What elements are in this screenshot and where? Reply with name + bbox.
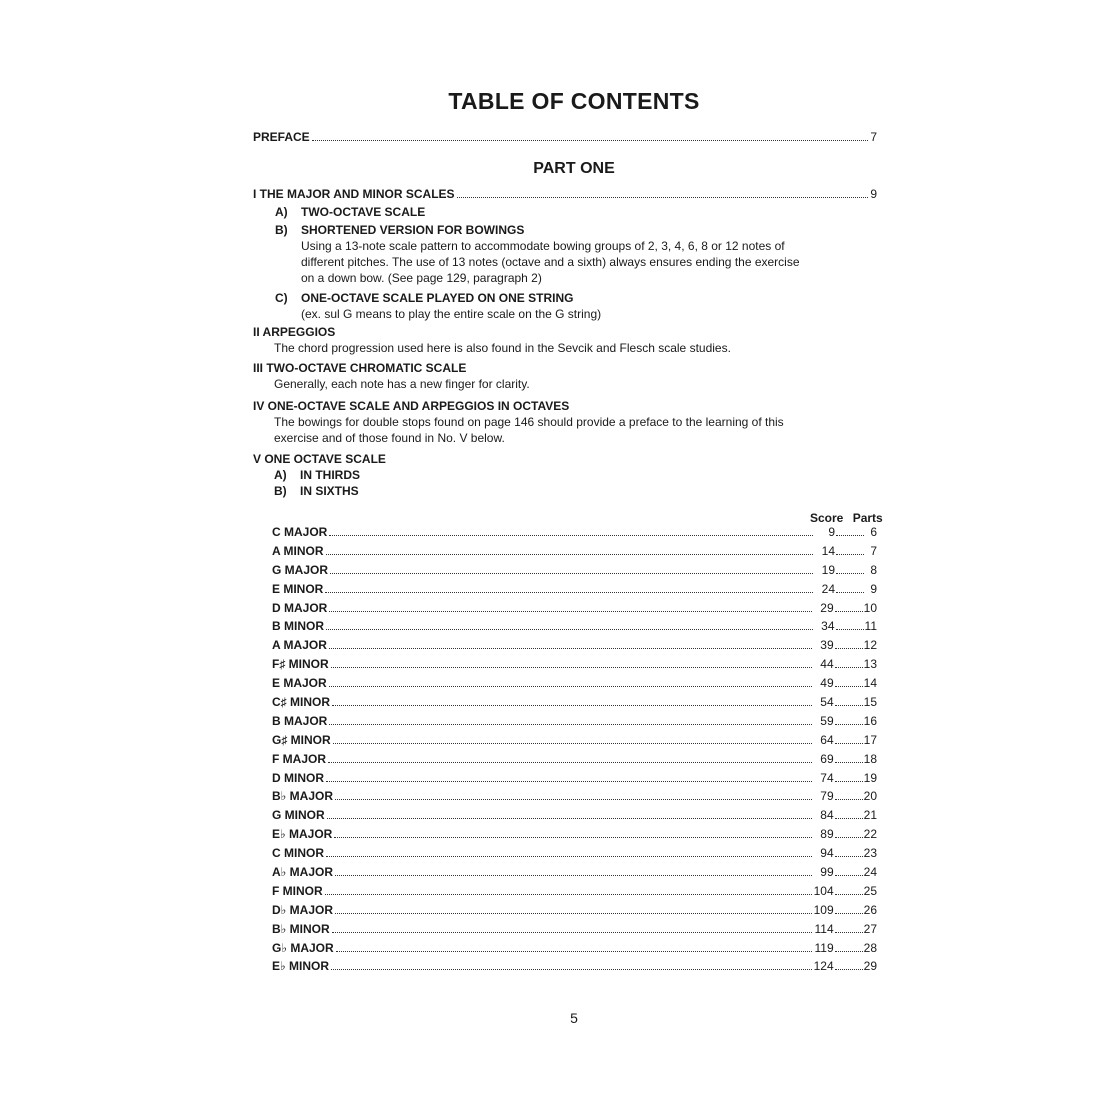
key-name: E♭ MAJOR bbox=[272, 827, 333, 842]
score-page: 99 bbox=[820, 865, 834, 880]
key-row bbox=[272, 695, 877, 714]
dot-leader bbox=[329, 686, 812, 687]
preface-page: 7 bbox=[870, 130, 877, 144]
dot-leader bbox=[312, 139, 869, 141]
dot-leader bbox=[835, 781, 863, 782]
key-row bbox=[272, 525, 877, 544]
subitem-label: IN SIXTHS bbox=[300, 484, 359, 498]
key-name: G MAJOR bbox=[272, 562, 329, 577]
section-3-label: III TWO-OCTAVE CHROMATIC SCALE bbox=[253, 361, 467, 375]
section-4-description: exercise and of those found in No. V below. bbox=[274, 431, 505, 445]
section-3-description: Generally, each note has a new finger for clarity. bbox=[274, 377, 530, 391]
parts-page: 7 bbox=[870, 543, 877, 558]
key-name: C MINOR bbox=[272, 846, 324, 861]
key-row bbox=[272, 903, 877, 922]
column-headers bbox=[810, 511, 883, 525]
parts-page: 12 bbox=[863, 638, 877, 653]
parts-page: 29 bbox=[863, 959, 877, 974]
parts-page: 25 bbox=[863, 883, 877, 898]
section-2-label: II ARPEGGIOS bbox=[253, 325, 336, 339]
parts-page: 20 bbox=[863, 789, 877, 804]
key-row bbox=[272, 601, 877, 620]
dot-leader bbox=[325, 592, 813, 593]
dot-leader bbox=[835, 743, 863, 744]
dot-leader bbox=[835, 913, 863, 914]
subitem-letter: C) bbox=[275, 291, 288, 305]
score-page: 89 bbox=[820, 827, 834, 842]
section-4-description: The bowings for double stops found on page 146 should provide a preface to the learning of this bbox=[274, 415, 784, 429]
section-5-label: V ONE OCTAVE SCALE bbox=[253, 452, 386, 466]
subitem-description: (ex. sul G means to play the entire scale on the G string) bbox=[301, 307, 602, 321]
score-page: 54 bbox=[820, 695, 834, 710]
key-name: D MINOR bbox=[272, 770, 324, 785]
key-name: C♯ MINOR bbox=[272, 695, 330, 710]
subitem-description: Using a 13-note scale pattern to accommodate bowing groups of 2, 3, 4, 6, 8 or 12 notes of bbox=[301, 239, 785, 253]
dot-leader bbox=[835, 894, 863, 895]
parts-page: 19 bbox=[863, 770, 877, 785]
dot-leader bbox=[336, 951, 812, 952]
key-name: G♯ MINOR bbox=[272, 732, 331, 747]
parts-page: 13 bbox=[863, 657, 877, 672]
key-row bbox=[272, 563, 877, 582]
score-page: 69 bbox=[820, 751, 834, 766]
subitem-letter: A) bbox=[275, 205, 288, 219]
key-name: A MAJOR bbox=[272, 638, 327, 653]
key-row bbox=[272, 733, 877, 752]
key-row bbox=[272, 827, 877, 846]
section-1-label: I THE MAJOR AND MINOR SCALES bbox=[253, 187, 455, 201]
score-page: 124 bbox=[813, 959, 834, 974]
key-name: G♭ MAJOR bbox=[272, 940, 334, 955]
score-page: 64 bbox=[820, 732, 834, 747]
parts-page: 14 bbox=[863, 676, 877, 691]
key-row bbox=[272, 959, 877, 978]
parts-page: 11 bbox=[864, 619, 877, 634]
dot-leader bbox=[335, 913, 812, 914]
dot-leader bbox=[835, 818, 863, 819]
parts-page: 6 bbox=[870, 525, 877, 539]
score-page: 39 bbox=[820, 638, 834, 653]
dot-leader bbox=[835, 705, 863, 706]
key-row bbox=[272, 544, 877, 563]
dot-leader bbox=[329, 648, 812, 649]
key-row bbox=[272, 638, 877, 657]
parts-page: 26 bbox=[863, 902, 877, 917]
dot-leader bbox=[329, 611, 811, 612]
parts-page: 18 bbox=[863, 751, 877, 766]
dot-leader bbox=[334, 837, 811, 838]
dot-leader bbox=[835, 611, 863, 612]
score-page: 74 bbox=[820, 770, 834, 785]
key-row bbox=[272, 714, 877, 733]
key-row bbox=[272, 884, 877, 903]
dot-leader bbox=[835, 875, 863, 876]
dot-leader bbox=[835, 932, 863, 933]
dot-leader bbox=[329, 535, 813, 536]
parts-page: 27 bbox=[863, 921, 877, 936]
dot-leader bbox=[326, 554, 813, 555]
section-4 bbox=[253, 398, 853, 446]
key-row bbox=[272, 676, 877, 695]
key-list bbox=[272, 525, 877, 978]
key-name: A♭ MAJOR bbox=[272, 865, 333, 880]
subitem-label: IN THIRDS bbox=[300, 468, 360, 482]
parts-page: 23 bbox=[863, 846, 877, 861]
parts-page: 21 bbox=[863, 808, 877, 823]
parts-page: 22 bbox=[863, 827, 877, 842]
section-1-page: 9 bbox=[870, 187, 877, 201]
dot-leader bbox=[835, 856, 863, 857]
key-name: F♯ MINOR bbox=[272, 657, 329, 672]
dot-leader bbox=[331, 667, 812, 668]
key-row bbox=[272, 808, 877, 827]
preface-entry bbox=[253, 129, 877, 145]
score-page: 34 bbox=[821, 619, 835, 634]
score-page: 59 bbox=[820, 713, 834, 728]
dot-leader bbox=[332, 932, 812, 933]
dot-leader bbox=[331, 969, 812, 970]
key-name: B MAJOR bbox=[272, 713, 328, 728]
dot-leader bbox=[835, 648, 863, 649]
parts-page: 16 bbox=[863, 713, 877, 728]
dot-leader bbox=[835, 667, 863, 668]
key-name: E MINOR bbox=[272, 581, 324, 596]
dot-leader bbox=[835, 951, 863, 952]
dot-leader bbox=[836, 592, 864, 593]
section-3 bbox=[253, 360, 853, 392]
dot-leader bbox=[835, 837, 863, 838]
dot-leader bbox=[836, 554, 864, 555]
preface-label: PREFACE bbox=[253, 130, 310, 144]
dot-leader bbox=[836, 629, 864, 630]
parts-page: 8 bbox=[870, 562, 877, 577]
dot-leader bbox=[333, 743, 812, 744]
parts-page: 9 bbox=[870, 581, 877, 596]
score-page: 114 bbox=[814, 921, 834, 936]
key-row bbox=[272, 789, 877, 808]
section-2 bbox=[253, 324, 853, 356]
key-name: A MINOR bbox=[272, 543, 324, 558]
key-row bbox=[272, 619, 877, 638]
dot-leader bbox=[326, 781, 812, 782]
dot-leader bbox=[326, 629, 813, 630]
page-title: TABLE OF CONTENTS bbox=[448, 88, 700, 114]
parts-page: 28 bbox=[863, 940, 877, 955]
score-page: 19 bbox=[821, 562, 835, 577]
section-1-entry bbox=[253, 186, 877, 202]
score-page: 109 bbox=[813, 902, 834, 917]
dot-leader bbox=[325, 894, 812, 895]
subitem-c bbox=[275, 290, 855, 322]
score-page: 29 bbox=[820, 600, 834, 615]
score-page: 104 bbox=[813, 883, 834, 898]
dot-leader bbox=[835, 724, 863, 725]
subitem-b bbox=[253, 483, 853, 499]
key-name: G MINOR bbox=[272, 808, 325, 823]
key-row bbox=[272, 752, 877, 771]
key-name: B♭ MINOR bbox=[272, 921, 330, 936]
section-4-label: IV ONE-OCTAVE SCALE AND ARPEGGIOS IN OCTAVES bbox=[253, 399, 570, 413]
score-page: 24 bbox=[821, 581, 835, 596]
key-name: B MINOR bbox=[272, 619, 324, 634]
dot-leader bbox=[835, 799, 863, 800]
subitem-label: TWO-OCTAVE SCALE bbox=[301, 205, 426, 219]
parts-column-header: Parts bbox=[852, 511, 883, 525]
score-page: 9 bbox=[828, 525, 835, 539]
subitem-label: SHORTENED VERSION FOR BOWINGS bbox=[301, 223, 525, 237]
key-name: F MAJOR bbox=[272, 751, 326, 766]
subitem-letter: A) bbox=[274, 468, 287, 482]
page-number: 5 bbox=[570, 1010, 578, 1026]
subitem-b bbox=[275, 222, 855, 286]
section-2-description: The chord progression used here is also found in the Sevcik and Flesch scale studies. bbox=[274, 341, 731, 355]
parts-page: 24 bbox=[863, 865, 877, 880]
dot-leader bbox=[835, 762, 863, 763]
score-page: 44 bbox=[820, 657, 834, 672]
key-name: B♭ MAJOR bbox=[272, 789, 333, 804]
key-row bbox=[272, 657, 877, 676]
dot-leader bbox=[335, 799, 812, 800]
subitem-a bbox=[253, 467, 853, 483]
dot-leader bbox=[326, 856, 812, 857]
dot-leader bbox=[327, 818, 812, 819]
dot-leader bbox=[835, 969, 863, 970]
subitem-a bbox=[275, 204, 855, 220]
key-name: E MAJOR bbox=[272, 676, 327, 691]
subitem-description: on a down bow. (See page 129, paragraph 2) bbox=[301, 271, 542, 285]
dot-leader bbox=[836, 535, 864, 536]
section-5 bbox=[253, 451, 853, 499]
dot-leader bbox=[457, 196, 869, 198]
score-page: 94 bbox=[820, 846, 834, 861]
part-heading: PART ONE bbox=[533, 160, 615, 177]
key-name: F MINOR bbox=[272, 883, 323, 898]
dot-leader bbox=[329, 724, 811, 725]
dot-leader bbox=[835, 686, 863, 687]
key-row bbox=[272, 846, 877, 865]
score-page: 79 bbox=[820, 789, 834, 804]
dot-leader bbox=[330, 573, 813, 574]
parts-page: 10 bbox=[863, 600, 877, 615]
dot-leader bbox=[328, 762, 812, 763]
score-page: 14 bbox=[821, 543, 835, 558]
dot-leader bbox=[332, 705, 812, 706]
key-name: D MAJOR bbox=[272, 600, 328, 615]
subitem-letter: B) bbox=[274, 484, 287, 498]
score-column-header: Score bbox=[810, 511, 844, 525]
dot-leader bbox=[836, 573, 864, 574]
subitem-letter: B) bbox=[275, 223, 288, 237]
key-row bbox=[272, 771, 877, 790]
parts-page: 15 bbox=[863, 695, 877, 710]
key-name: C MAJOR bbox=[272, 525, 328, 539]
key-name: E♭ MINOR bbox=[272, 959, 329, 974]
subitem-label: ONE-OCTAVE SCALE PLAYED ON ONE STRING bbox=[301, 291, 574, 305]
key-row bbox=[272, 941, 877, 960]
parts-page: 17 bbox=[863, 732, 877, 747]
score-page: 119 bbox=[814, 940, 834, 955]
section-1-subitems bbox=[275, 204, 855, 322]
key-row bbox=[272, 865, 877, 884]
dot-leader bbox=[335, 875, 812, 876]
key-row bbox=[272, 922, 877, 941]
key-name: D♭ MAJOR bbox=[272, 902, 333, 917]
score-page: 84 bbox=[820, 808, 834, 823]
key-row bbox=[272, 582, 877, 601]
score-page: 49 bbox=[820, 676, 834, 691]
subitem-description: different pitches. The use of 13 notes (octave and a sixth) always ensures ending the exercise bbox=[301, 255, 800, 269]
